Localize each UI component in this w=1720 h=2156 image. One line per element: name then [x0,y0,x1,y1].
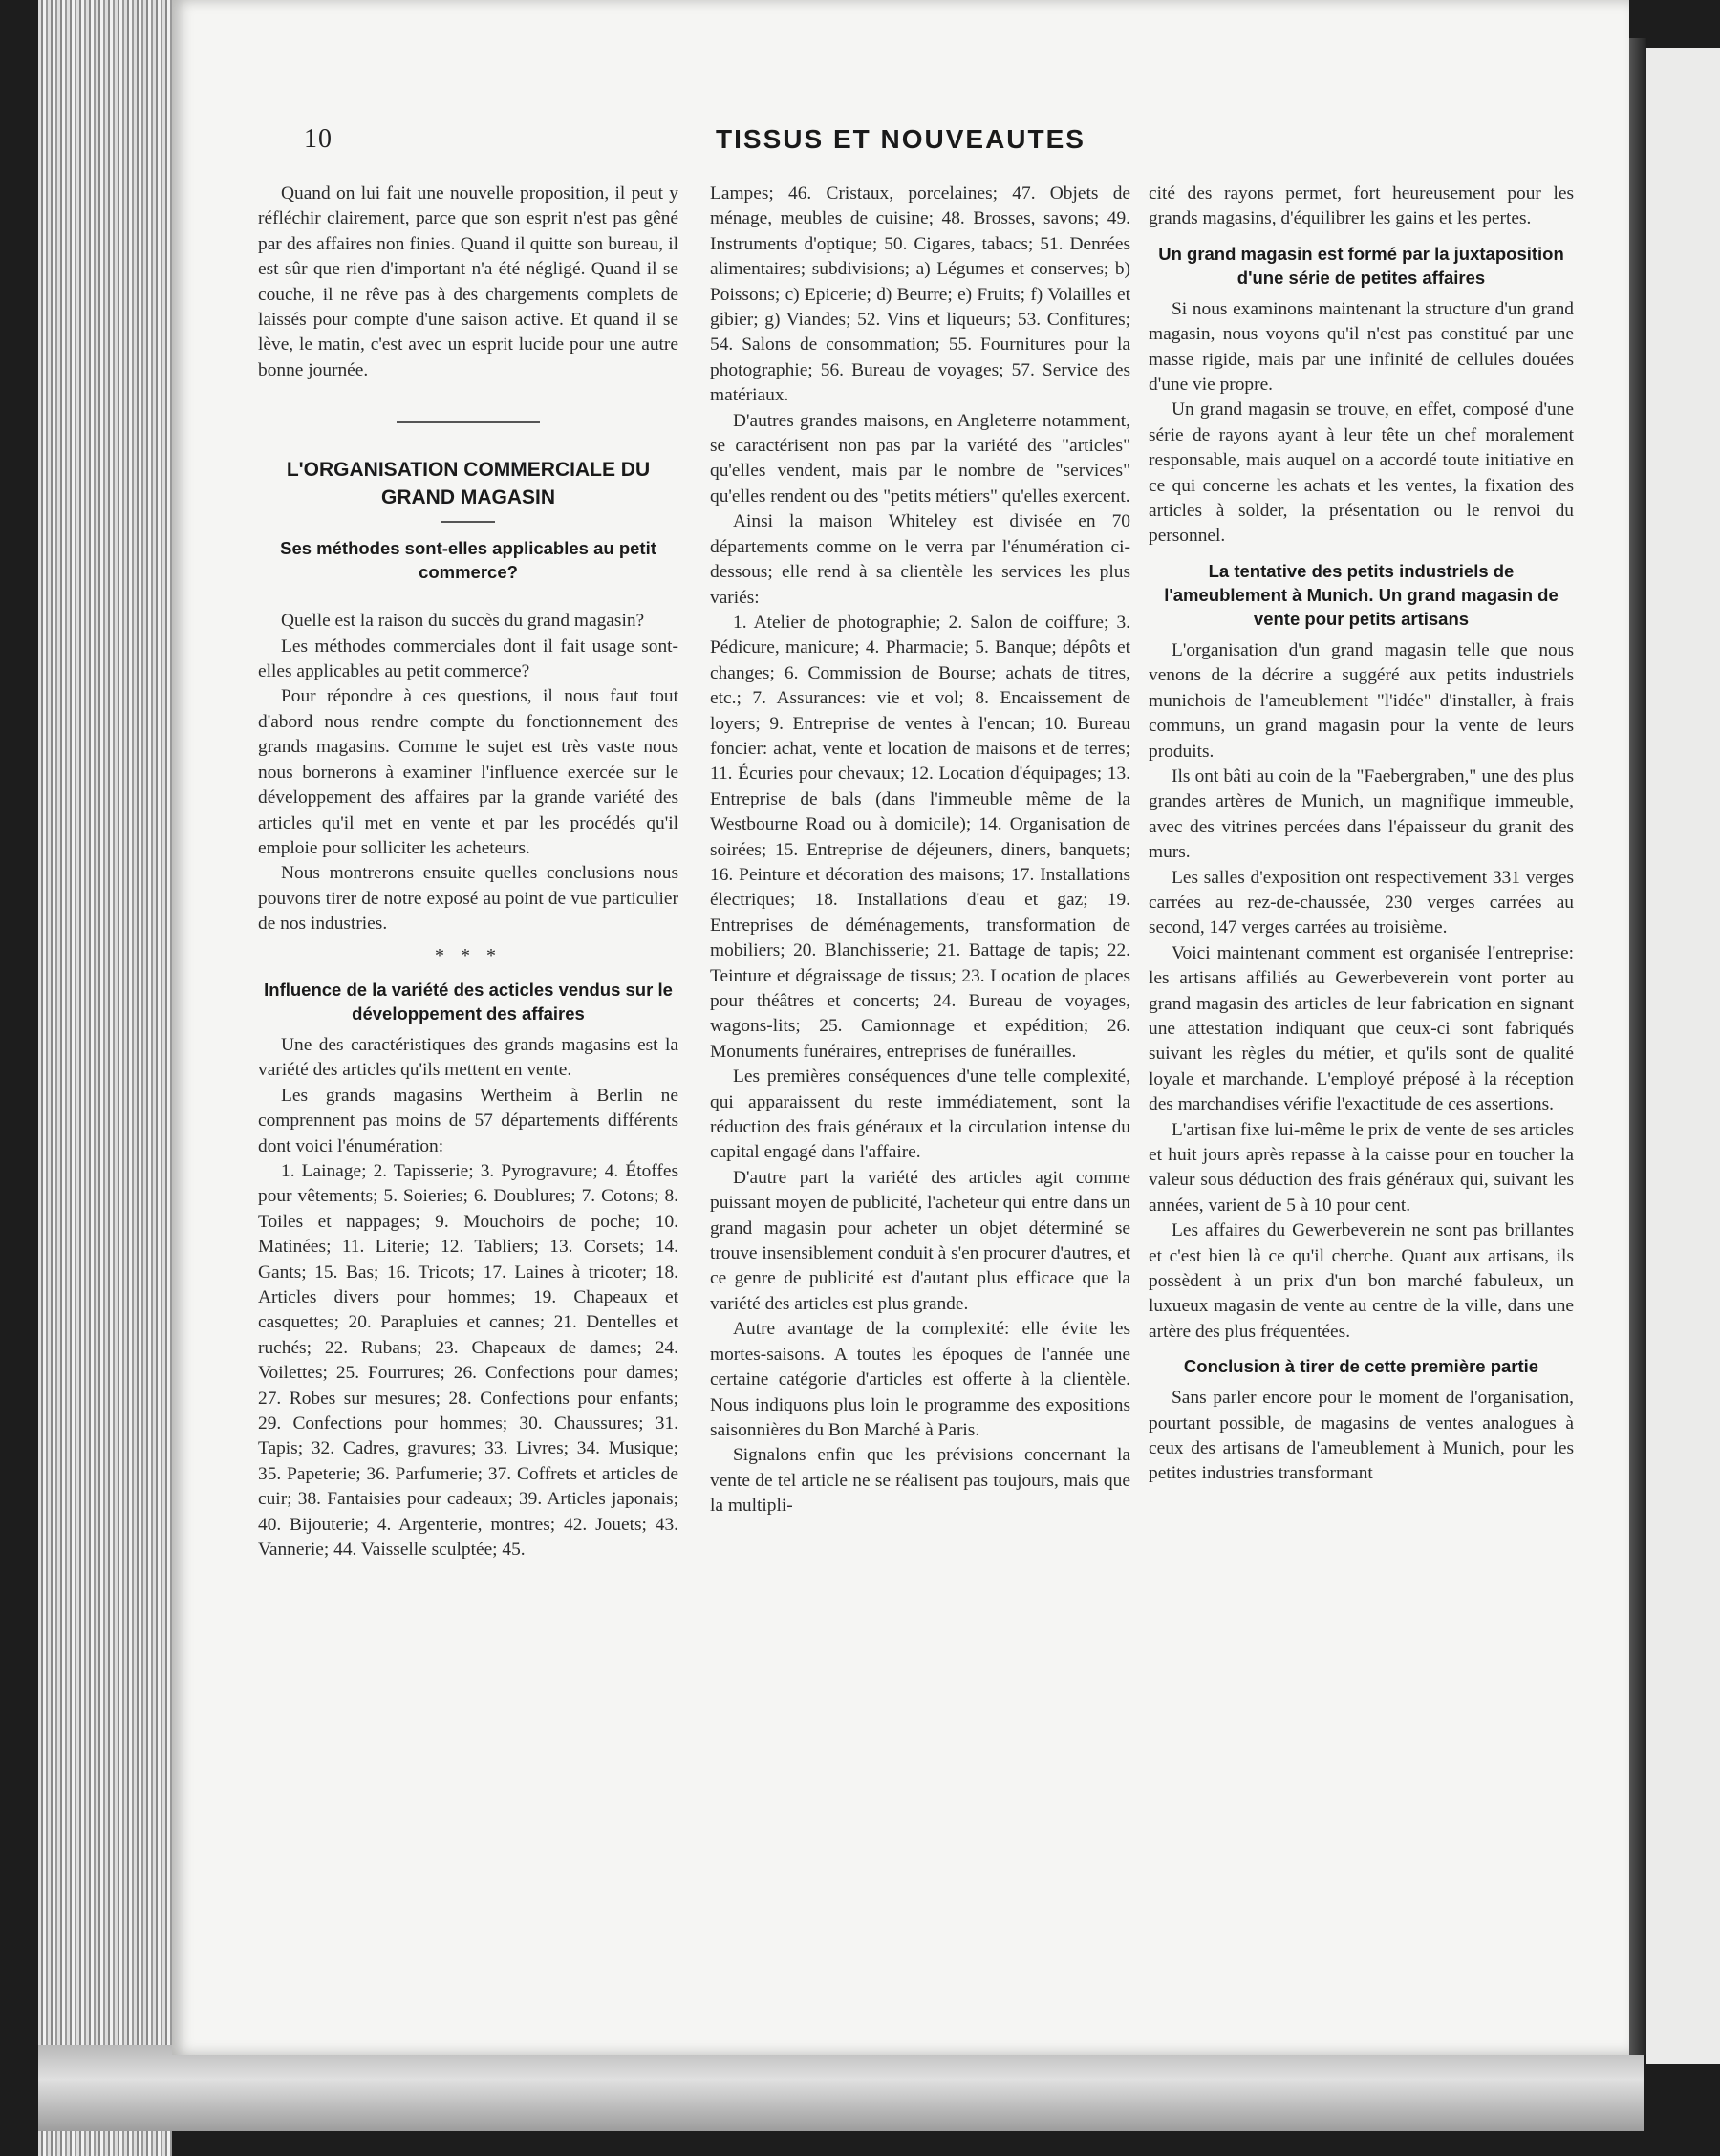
paragraph: L'artisan fixe lui-même le prix de vente de ses articles et huit jours après repasse à la caisse pour en toucher la valeur sous déduction des frais généraux qui, suivant les années, varient de 5 à 10 pour cent. [1149,1119,1574,1216]
section-heading: Influence de la variété des acticles vendus sur le développement des affaires [264,979,673,1024]
book-gutter [1629,38,1646,2055]
paragraph: cité des rayons permet, fort heureusement pour les grands magasins, d'équilibrer les gains et les pertes. [1149,183,1574,229]
paragraph: 1. Lainage; 2. Tapisserie; 3. Pyrogravure; 4. Étoffes pour vêtements; 5. Soieries; 6. Doublures; 7. Cotons; 8. Toiles et nappages; 9. Mouchoirs de poche; 10. Matinées; 11. Literie; 12. Tabliers; 13. Corsets; 14. Gants; 15. Bas; 16. Tricots; 17. Laines à tricoter; 18. Articles divers pour hommes; 19. Chapeaux et casquettes; 20. Parapluies et cannes; 21. Dentelles et ruchés; 22. Rubans; 23. Chapeaux de dames; 24. Voilettes; 25. Fourrures; 26. Confections pour dames; 27. Robes sur mesures; 28. Confections pour enfants; 29. Confections pour hommes; 30. Chaussures; 31. Tapis; 32. Cadres, gravures; 33. Livres; 34. Musique; 35. Papeterie; 36. Parfumerie; 37. Coffrets et articles de cuir; 38. Fantaisies pour cadeaux; 39. Articles japonais; 40. Bijouterie; 4. Argenterie, montres; 42. Jouets; 43. Vannerie; 44. Vaisselle sculptée; 45. [258,1160,678,1561]
column-1 [258,182,678,1563]
paragraph: Signalons enfin que les prévisions concernant la vente de tel article ne se réalisent pas toujours, mais que la multipli- [710,1445,1130,1517]
book-page-edges [38,0,172,2156]
paragraph: Pour répondre à ces questions, il nous faut tout d'abord nous rendre compte du fonctionnement des grands magasins. Comme le sujet est très vaste nous nous bornerons à examiner l'influence exercée sur le développement des affaires par la grande variété des articles qu'il met en vente et par les procédés qu'il emploie pour solliciter les acheteurs. [258,686,678,858]
paragraph: Quelle est la raison du succès du grand magasin? [281,611,645,632]
book-bottom-edges [38,2045,1644,2131]
page-header [172,124,1629,162]
column-3 [1149,182,1574,1487]
column-2 [710,182,1130,1520]
paragraph: L'organisation d'un grand magasin telle que nous venons de la décrire a suggéré aux petits industriels munichois de l'ameublement "l'idée" d'installer, à frais communs, un grand magasin pour la vente de leurs produits. [1149,639,1574,762]
section-heading: Un grand magasin est formé par la juxtaposition d'une série de petites affaires [1158,243,1564,288]
article-subtitle: Ses méthodes sont-elles applicables au petit commerce? [280,538,656,583]
paragraph: Lampes; 46. Cristaux, porcelaines; 47. Objets de ménage, meubles de cuisine; 48. Brosses, savons; 49. Instruments d'optique; 50. Cigares, tabacs; 51. Denrées alimentaires; subdivisions; a) Légumes et conserves; b) Poissons; c) Epicerie; d) Beurre; e) Fruits; f) Volailles et gibier; g) Viandes; 52. Vins et liqueurs; 53. Confitures; 54. Salons de consommation; 55. Fournitures pour la photographie; 56. Bureau de voyages; 57. Service des matériaux. [710,183,1130,406]
paragraph: Si nous examinons maintenant la structure d'un grand magasin, nous voyons qu'il n'est pas constitué par une masse rigide, mais par une infinité de cellules douées d'une vie propre. [1149,298,1574,396]
paragraph: Les premières conséquences d'une telle complexité, qui apparaissent du reste immédiatement, sont la réduction des frais généraux et la circulation intense du capital engagé dans l'affaire. [710,1067,1130,1163]
paragraph: Quand on lui fait une nouvelle proposition, il peut y réfléchir clairement, parce que son esprit n'est pas gêné par des affaires non finies. Quand il quitte son bureau, il est sûr que rien d'important n'a été négligé. Quand il se couche, il ne rêve pas à des chargements complets de laissés pour compte d'une saison active. Et quand il se lève, le matin, c'est avec un esprit lucide pour une autre bonne journée. [258,183,678,380]
title-divider [441,521,495,523]
facing-page [1646,48,1720,2064]
article-title: L'ORGANISATION COMMERCIALE DU GRAND MAGASIN [286,459,651,509]
section-heading: Conclusion à tirer de cette première partie [1183,1356,1539,1377]
paragraph: Autre avantage de la complexité: elle évite les mortes-saisons. A toutes les époques de l'année une certaine catégorie d'articles est offerte à la clientèle. Nous indiquons plus loin le programme des expositions saisonnières du Bon Marché à Paris. [710,1319,1130,1440]
paragraph: Les grands magasins Wertheim à Berlin ne comprennent pas moins de 57 départements différents dont voici l'énumération: [258,1085,678,1156]
paragraph: Ils ont bâti au coin de la "Faebergraben," une des plus grandes artères de Munich, un magnifique immeuble, avec des vitrines percées dans l'épaisseur du granit des murs. [1149,765,1574,863]
paragraph: D'autre part la variété des articles agit comme puissant moyen de publicité, l'acheteur qui entre dans un grand magasin pour acheter un objet déterminé se trouve insensiblement conduit à s'en procurer d'autres, et ce genre de publicité est d'autant plus efficace que la variété des articles est plus grande. [710,1167,1130,1314]
section-stars: * * * [435,944,502,966]
paragraph: Ainsi la maison Whiteley est divisée en 70 départements comme on le verra par l'énumération ci-dessous; elle rend à sa clientèle les services les plus variés: [710,511,1130,608]
paragraph: Les affaires du Gewerbeverein ne sont pas brillantes et c'est bien là ce qu'il cherche. Quant aux artisans, ils possèdent à un prix d'un bon marché fabuleux, un luxueux magasin de vente au centre de la ville, dans une artère des plus fréquentées. [1149,1220,1574,1342]
paragraph: Nous montrerons ensuite quelles conclusions nous pouvons tirer de notre exposé au point de vue particulier de nos industries. [258,863,678,935]
section-heading: La tentative des petits industriels de l'ameublement à Munich. Un grand magasin de vente pour petits artisans [1164,560,1559,629]
paragraph: 1. Atelier de photographie; 2. Salon de coiffure; 3. Pédicure, manicure; 4. Pharmacie; 5. Banque; dépôts et changes; 6. Commission de Bourse; achats de titres, etc.; 7. Assurances: vie et vol; 8. Encaissement de loyers; 9. Entreprise de ventes à l'encan; 10. Bureau foncier: achat, vente et location de maisons et de terres; 11. Écuries pour chevaux; 12. Location d'équipages; 13. Entreprise de bals (dans l'immeuble même de la Westbourne Road ou à domicile); 14. Organisation de soirées; 15. Entreprise de déjeuners, diners, banquets; 16. Peinture et décoration des maisons; 17. Installations électriques; 18. Installations d'eau et gaz; 19. Entreprises de déménagements, transformation de mobiliers; 20. Blanchisserie; 21. Battage de tapis; 22. Teinture et dégraissage de tissus; 23. Location de places pour théâtres et concerts; 24. Bureau de voyages, wagons-lits; 25. Camionnage et expédition; 26. Monuments funéraires, entreprises de funérailles. [710,612,1130,1062]
paragraph: D'autres grandes maisons, en Angleterre notamment, se caractérisent non pas par la variété des "articles" qu'elles vendent, mais par le nombre de "services" qu'elles rendent ou des "petits métiers" qu'elles exercent. [710,410,1130,507]
page-number: 10 [304,124,333,154]
document-page [172,0,1629,2055]
paragraph: Sans parler encore pour le moment de l'organisation, pourtant possible, de magasins de ventes analogues à ceux des artisans de l'ameublement à Munich, pour les petites industries transformant [1149,1388,1574,1484]
paragraph: Les salles d'exposition ont respectivement 331 verges carrées au rez-de-chaussée, 230 verges carrées au second, 147 verges carrées au troisième. [1149,867,1574,938]
running-title: TISSUS ET NOUVEAUTES [716,124,1086,154]
paragraph: Les méthodes commerciales dont il fait usage sont-elles applicables au petit commerce? [258,636,678,682]
section-divider [397,421,540,423]
paragraph: Voici maintenant comment est organisée l'entreprise: les artisans affiliés au Gewerbeverein vont porter au grand magasin des articles de leur fabrication en signant une attestation indiquant que ceux-ci sont fabriqués suivant les règles du métier, et qu'ils sont de qualité loyale et marchande. L'employé préposé à la réception des marchandises vérifie l'exactitude de ces assertions. [1149,942,1574,1115]
paragraph: Une des caractéristiques des grands magasins est la variété des articles qu'ils mettent en vente. [258,1034,678,1081]
paragraph: Un grand magasin se trouve, en effet, composé d'une série de rayons ayant à leur tête un chef moralement responsable, mais auquel on a accordé toute initiative en ce qui concerne les achats et les ventes, la fixation des articles à solder, la présentation ou le renvoi du personnel. [1149,399,1574,547]
